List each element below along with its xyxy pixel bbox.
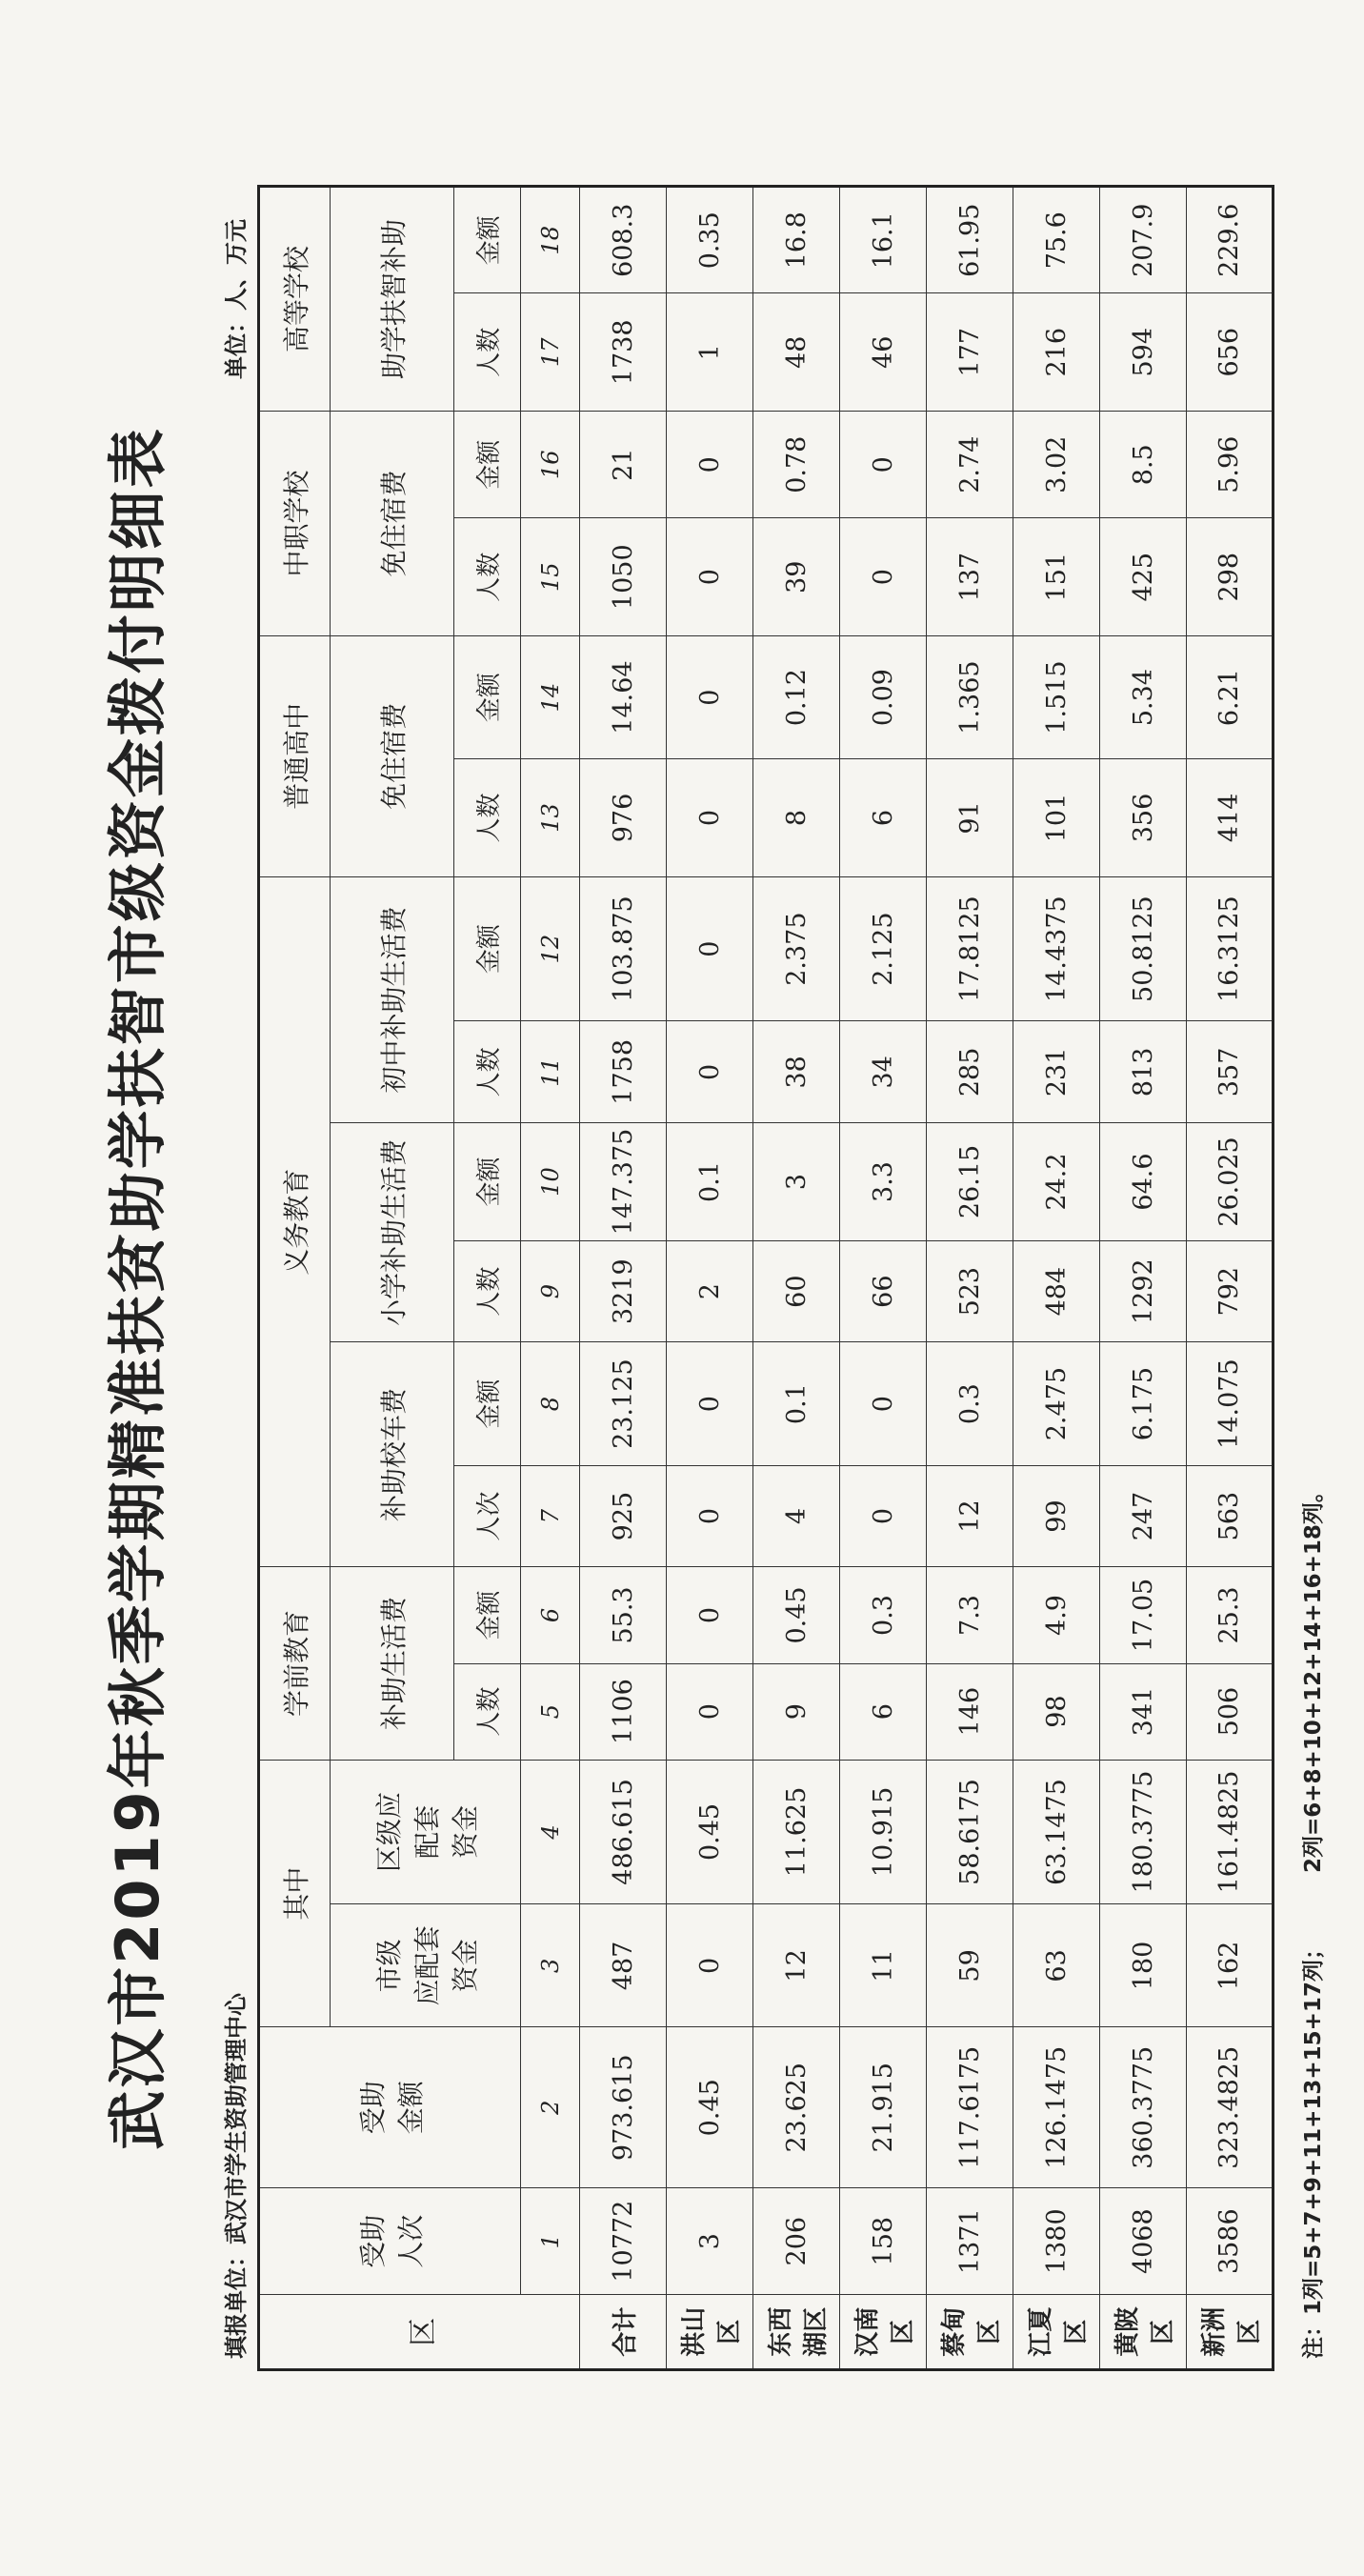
header-region: 区	[259, 2295, 580, 2370]
value-cell: 3219	[580, 1240, 667, 1342]
value-cell: 0.35	[667, 187, 753, 293]
value-cell: 976	[580, 759, 667, 877]
value-cell: 63	[1013, 1904, 1100, 2027]
value-cell: 0	[667, 1465, 753, 1567]
region-cell: 东西湖区	[753, 2295, 840, 2370]
value-cell: 60	[753, 1240, 840, 1342]
value-cell: 180	[1100, 1904, 1187, 2027]
value-cell: 117.6175	[927, 2027, 1013, 2188]
value-cell: 608.3	[580, 187, 667, 293]
value-cell: 11.625	[753, 1760, 840, 1904]
header-college-aid: 助学扶智补助	[331, 187, 454, 412]
value-cell: 64.6	[1100, 1123, 1187, 1241]
value-cell: 17.8125	[927, 876, 1013, 1021]
value-cell: 0.78	[753, 412, 840, 518]
header-amount-col: 金额	[454, 876, 521, 1021]
value-cell: 180.3775	[1100, 1760, 1187, 1904]
value-cell: 3586	[1187, 2188, 1274, 2295]
table-row	[753, 187, 840, 2370]
value-cell: 25.3	[1187, 1567, 1274, 1663]
value-cell: 6	[840, 1663, 927, 1760]
value-cell: 207.9	[1100, 187, 1187, 293]
value-cell: 59	[927, 1904, 1013, 2027]
value-cell: 11	[840, 1904, 927, 2027]
value-cell: 506	[1187, 1663, 1274, 1760]
value-cell: 103.875	[580, 876, 667, 1021]
value-cell: 2.125	[840, 876, 927, 1021]
value-cell: 6.175	[1100, 1342, 1187, 1465]
column-index: 15	[521, 518, 580, 636]
value-cell: 487	[580, 1904, 667, 2027]
value-cell: 3	[753, 1123, 840, 1241]
column-index: 9	[521, 1240, 580, 1342]
column-index: 7	[521, 1465, 580, 1567]
value-cell: 356	[1100, 759, 1187, 877]
header-preschool: 学前教育	[259, 1567, 331, 1760]
header-qizhong: 其中	[259, 1760, 331, 2027]
header-amount-col: 金额	[454, 1123, 521, 1241]
value-cell: 14.4375	[1013, 876, 1100, 1021]
value-cell: 231	[1013, 1021, 1100, 1123]
value-cell: 4.9	[1013, 1567, 1100, 1663]
value-cell: 17.05	[1100, 1567, 1187, 1663]
column-index: 17	[521, 293, 580, 412]
value-cell: 360.3775	[1100, 2027, 1187, 2188]
value-cell: 12	[927, 1465, 1013, 1567]
value-cell: 925	[580, 1465, 667, 1567]
value-cell: 23.125	[580, 1342, 667, 1465]
value-cell: 0	[667, 1021, 753, 1123]
value-cell: 98	[1013, 1663, 1100, 1760]
value-cell: 425	[1100, 518, 1187, 636]
value-cell: 216	[1013, 293, 1100, 412]
value-cell: 1.365	[927, 635, 1013, 758]
value-cell: 1758	[580, 1021, 667, 1123]
table-row	[927, 187, 1013, 2370]
value-cell: 161.4825	[1187, 1760, 1274, 1904]
value-cell: 3.3	[840, 1123, 927, 1241]
value-cell: 162	[1187, 1904, 1274, 2027]
value-cell: 813	[1100, 1021, 1187, 1123]
table-row	[1187, 187, 1274, 2370]
value-cell: 341	[1100, 1663, 1187, 1760]
value-cell: 8.5	[1100, 412, 1187, 518]
value-cell: 0	[667, 518, 753, 636]
value-cell: 0	[840, 1465, 927, 1567]
value-cell: 38	[753, 1021, 840, 1123]
header-amount-col: 金额	[454, 412, 521, 518]
header-city-funds: 市级 应配套 资金	[331, 1904, 521, 2027]
header-amount-col: 金额	[454, 187, 521, 293]
column-index: 13	[521, 759, 580, 877]
value-cell: 55.3	[580, 1567, 667, 1663]
header-people-count: 人数	[454, 1021, 521, 1123]
value-cell: 8	[753, 759, 840, 877]
value-cell: 39	[753, 518, 840, 636]
value-cell: 5.96	[1187, 412, 1274, 518]
value-cell: 147.375	[580, 1123, 667, 1241]
value-cell: 0.45	[667, 2027, 753, 2188]
column-index: 11	[521, 1021, 580, 1123]
value-cell: 523	[927, 1240, 1013, 1342]
value-cell: 14.075	[1187, 1342, 1274, 1465]
value-cell: 91	[927, 759, 1013, 877]
header-amount: 受助 金额	[259, 2027, 521, 2188]
value-cell: 101	[1013, 759, 1100, 877]
funding-table	[257, 185, 1274, 2371]
value-cell: 323.4825	[1187, 2027, 1274, 2188]
header-people-count: 人数	[454, 1663, 521, 1760]
value-cell: 34	[840, 1021, 927, 1123]
value-cell: 1106	[580, 1663, 667, 1760]
value-cell: 66	[840, 1240, 927, 1342]
footnote	[1295, 1423, 1327, 2359]
header-amount-col: 金额	[454, 635, 521, 758]
header-hs-dorm: 免住宿费	[331, 635, 454, 876]
value-cell: 6	[840, 759, 927, 877]
value-cell: 6.21	[1187, 635, 1274, 758]
value-cell: 0	[667, 1567, 753, 1663]
footnote-2: 2列=6+8+10+12+14+16+18列。	[1301, 1480, 1326, 1874]
value-cell: 75.6	[1013, 187, 1100, 293]
header-primary-living: 小学补助生活费	[331, 1123, 454, 1342]
value-cell: 0	[667, 1342, 753, 1465]
column-index: 2	[521, 2027, 580, 2188]
region-cell: 合计	[580, 2295, 667, 2370]
value-cell: 158	[840, 2188, 927, 2295]
value-cell: 1292	[1100, 1240, 1187, 1342]
value-cell: 0	[667, 759, 753, 877]
value-cell: 0.1	[667, 1123, 753, 1241]
value-cell: 48	[753, 293, 840, 412]
unit-label: 单位：人、万元	[223, 219, 250, 379]
header-people-count: 人数	[454, 759, 521, 877]
table-row	[840, 187, 927, 2370]
value-cell: 0.3	[840, 1567, 927, 1663]
value-cell: 14.64	[580, 635, 667, 758]
column-index: 4	[521, 1760, 580, 1904]
value-cell: 285	[927, 1021, 1013, 1123]
value-cell: 973.615	[580, 2027, 667, 2188]
value-cell: 414	[1187, 759, 1274, 877]
header-vocational: 中职学校	[259, 412, 331, 636]
value-cell: 16.1	[840, 187, 927, 293]
value-cell: 21.915	[840, 2027, 927, 2188]
value-cell: 23.625	[753, 2027, 840, 2188]
value-cell: 99	[1013, 1465, 1100, 1567]
region-cell: 黄陂区	[1100, 2295, 1187, 2370]
column-index: 12	[521, 876, 580, 1021]
value-cell: 0.45	[753, 1567, 840, 1663]
value-cell: 486.615	[580, 1760, 667, 1904]
table-row	[667, 187, 753, 2370]
column-index: 6	[521, 1567, 580, 1663]
header-amount-col: 金额	[454, 1567, 521, 1663]
value-cell: 0.45	[667, 1760, 753, 1904]
value-cell: 21	[580, 412, 667, 518]
value-cell: 594	[1100, 293, 1187, 412]
table-row	[580, 187, 667, 2370]
column-index: 1	[521, 2188, 580, 2295]
header-amount-col: 金额	[454, 1342, 521, 1465]
column-index: 10	[521, 1123, 580, 1241]
value-cell: 0.1	[753, 1342, 840, 1465]
value-cell: 26.025	[1187, 1123, 1274, 1241]
column-index: 5	[521, 1663, 580, 1760]
column-index: 8	[521, 1342, 580, 1465]
value-cell: 0	[667, 1904, 753, 2027]
value-cell: 0.3	[927, 1342, 1013, 1465]
filler-unit-label: 填报单位：武汉市学生资助管理中心	[223, 1993, 250, 2359]
value-cell: 656	[1187, 293, 1274, 412]
footnote-1: 注：1列=5+7+9+11+13+15+17列；	[1301, 1938, 1326, 2359]
table-row	[1100, 187, 1187, 2370]
value-cell: 1050	[580, 518, 667, 636]
value-cell: 1380	[1013, 2188, 1100, 2295]
header-bus-fee: 补助校车费	[331, 1342, 454, 1567]
header-college: 高等学校	[259, 187, 331, 412]
value-cell: 1	[667, 293, 753, 412]
value-cell: 3.02	[1013, 412, 1100, 518]
value-cell: 146	[927, 1663, 1013, 1760]
region-cell: 新洲区	[1187, 2295, 1274, 2370]
value-cell: 61.95	[927, 187, 1013, 293]
value-cell: 46	[840, 293, 927, 412]
header-preschool-sub: 补助生活费	[331, 1567, 454, 1760]
value-cell: 63.1475	[1013, 1760, 1100, 1904]
value-cell: 137	[927, 518, 1013, 636]
value-cell: 0	[667, 1663, 753, 1760]
value-cell: 1738	[580, 293, 667, 412]
value-cell: 0.09	[840, 635, 927, 758]
region-cell: 洪山区	[667, 2295, 753, 2370]
value-cell: 484	[1013, 1240, 1100, 1342]
table-row	[1013, 187, 1100, 2370]
value-cell: 3	[667, 2188, 753, 2295]
value-cell: 0	[667, 876, 753, 1021]
value-cell: 0	[840, 518, 927, 636]
value-cell: 0	[840, 412, 927, 518]
header-people-count: 人数	[454, 1240, 521, 1342]
value-cell: 298	[1187, 518, 1274, 636]
value-cell: 10.915	[840, 1760, 927, 1904]
value-cell: 0	[667, 635, 753, 758]
value-cell: 2	[667, 1240, 753, 1342]
column-index: 14	[521, 635, 580, 758]
region-cell: 江夏区	[1013, 2295, 1100, 2370]
header-compulsory: 义务教育	[259, 876, 331, 1567]
value-cell: 1.515	[1013, 635, 1100, 758]
value-cell: 9	[753, 1663, 840, 1760]
page-title: 武汉市2019年秋季学期精准扶贫助学扶智市级资金拨付明细表	[103, 426, 172, 2150]
region-cell: 汉南区	[840, 2295, 927, 2370]
value-cell: 16.8	[753, 187, 840, 293]
value-cell: 58.6175	[927, 1760, 1013, 1904]
value-cell: 2.475	[1013, 1342, 1100, 1465]
value-cell: 206	[753, 2188, 840, 2295]
value-cell: 24.2	[1013, 1123, 1100, 1241]
value-cell: 50.8125	[1100, 876, 1187, 1021]
header-renci: 人次	[454, 1465, 521, 1567]
header-district-funds: 区级应 配套 资金	[331, 1760, 521, 1904]
value-cell: 0	[667, 412, 753, 518]
value-cell: 247	[1100, 1465, 1187, 1567]
value-cell: 16.3125	[1187, 876, 1274, 1021]
value-cell: 2.74	[927, 412, 1013, 518]
value-cell: 151	[1013, 518, 1100, 636]
header-highschool: 普通高中	[259, 635, 331, 876]
value-cell: 563	[1187, 1465, 1274, 1567]
value-cell: 4068	[1100, 2188, 1187, 2295]
value-cell: 126.1475	[1013, 2027, 1100, 2188]
column-index: 16	[521, 412, 580, 518]
value-cell: 357	[1187, 1021, 1274, 1123]
value-cell: 7.3	[927, 1567, 1013, 1663]
value-cell: 229.6	[1187, 187, 1274, 293]
region-cell: 蔡甸区	[927, 2295, 1013, 2370]
value-cell: 4	[753, 1465, 840, 1567]
value-cell: 12	[753, 1904, 840, 2027]
value-cell: 10772	[580, 2188, 667, 2295]
value-cell: 792	[1187, 1240, 1274, 1342]
header-people: 受助 人次	[259, 2188, 521, 2295]
column-index: 3	[521, 1904, 580, 2027]
value-cell: 0	[840, 1342, 927, 1465]
value-cell: 2.375	[753, 876, 840, 1021]
value-cell: 5.34	[1100, 635, 1187, 758]
header-people-count: 人数	[454, 518, 521, 636]
value-cell: 177	[927, 293, 1013, 412]
header-junior-living: 初中补助生活费	[331, 876, 454, 1122]
header-people-count: 人数	[454, 293, 521, 412]
column-index: 18	[521, 187, 580, 293]
value-cell: 1371	[927, 2188, 1013, 2295]
value-cell: 26.15	[927, 1123, 1013, 1241]
value-cell: 0.12	[753, 635, 840, 758]
header-voc-dorm: 免住宿费	[331, 412, 454, 636]
